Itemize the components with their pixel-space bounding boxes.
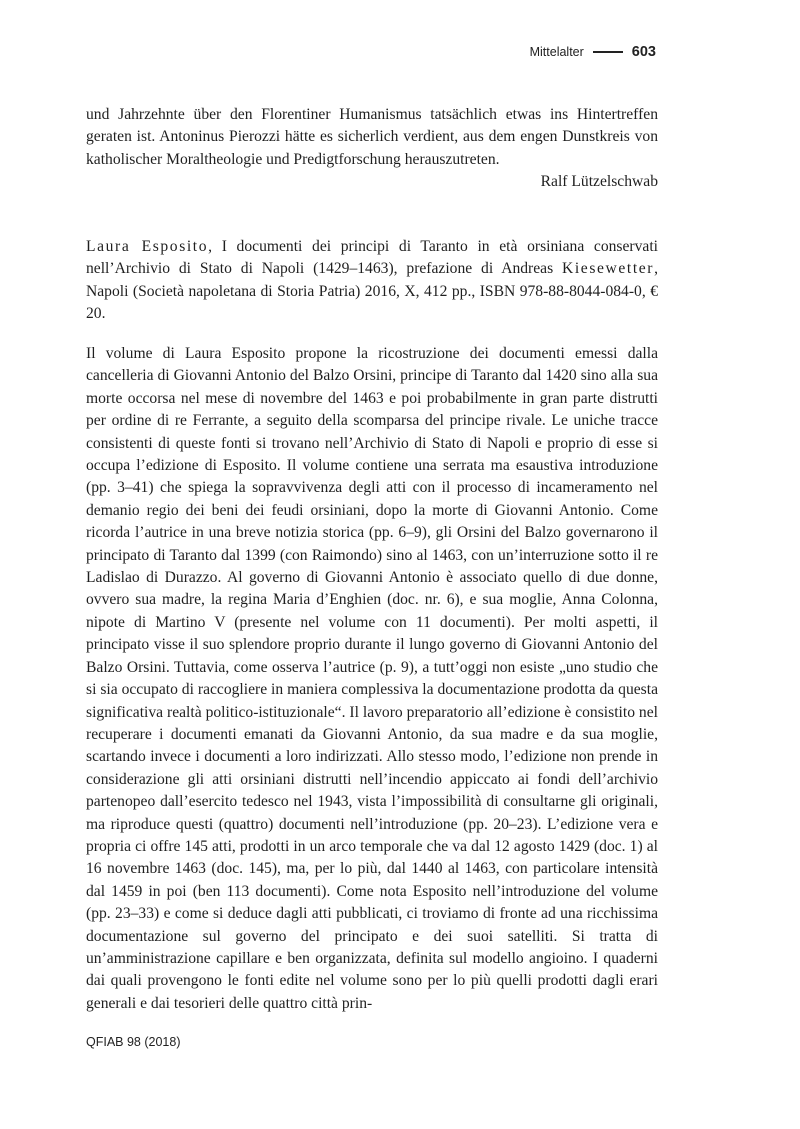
book-editor: Kiesewetter xyxy=(562,260,655,278)
previous-review-ending xyxy=(86,104,658,194)
reviewer-signature: Ralf Lützelschwab xyxy=(540,173,658,191)
header-rule xyxy=(593,51,623,53)
page-number: 603 xyxy=(631,44,656,60)
book-citation xyxy=(86,236,658,326)
journal-footer: QFIAB 98 (2018) xyxy=(86,1035,181,1049)
book-author: Laura Esposito xyxy=(86,238,209,255)
previous-review-text: und Jahrzehnte über den Florentiner Humanismus tatsächlich etwas ins Hintertreffen geraten ist. Antoninus Pierozzi hätte es sicherlich verdient, aus dem engen Dunstkreis von katholischer Moraltheologie und Predigtforschung herauszutreten. xyxy=(86,106,658,168)
book-title: , I documenti dei principi di Taranto in età orsiniana conservati nell’Archivio di Stato di Napoli (1429–1463), prefazione di Andreas xyxy=(86,238,658,278)
book-details: , Napoli (Società napoletana di Storia Patria) 2016, X, 412 pp., ISBN 978-88-8044-084-0, € 20. xyxy=(86,260,658,323)
review-paragraph: Il volume di Laura Esposito propone la ricostruzione dei documenti emessi dalla cancelleria di Giovanni Antonio del Balzo Orsini, principe di Taranto dal 1420 sino alla sua morte occorsa nel mese di novembre del 1463 e poi probabilmente in gran parte distrutti per ordine di re Ferrante, a seguito della scomparsa del principe rivale. Le uniche tracce consistenti di queste fonti si trovano nell’Archivio di Stato di Napoli e proprio di esse si occupa l’edizione di Esposito. Il volume contiene una serrata ma esaustiva introduzione (pp. 3–41) che spiega la sopravvivenza degli atti con il processo di incameramento nel demanio regio dei beni dei feudi orsiniani, dopo la morte di Giovanni Antonio. Come ricorda l’autrice in una breve notizia storica (pp. 6–9), gli Orsini del Balzo governarono il principato di Taranto dal 1399 (con Raimondo) sino al 1463, con un’interruzione sotto il re Ladislao di Durazzo. Al governo di Giovanni Antonio è associato quello di due donne, ovvero sua madre, la regina Maria d’Enghien (doc. nr. 6), e sua moglie, Anna Colonna, nipote di Martino V (presente nel volume con 11 documenti). Per molti aspetti, il principato visse il suo splendore proprio durante il lungo governo di Giovanni Antonio del Balzo Orsini. Tuttavia, come osserva l’autrice (p. 9), a tutt’oggi non esiste „uno studio che si sia occupato di raccogliere in maniera complessiva la documentazione prodotta da questa significativa realtà politico-istituzionale“. Il lavoro preparatorio all’edizione è consistito nel recuperare i documenti emanati da Giovanni Antonio, da sua madre e da sua moglie, scartando invece i documenti a loro indirizzati. Allo stesso modo, l’edizione non prende in considerazione gli atti orsiniani distrutti nell’incendio appiccato ai fondi dell’archivio partenopeo dall’esercito tedesco nel 1943, vista l’impossibilità di consultarne gli originali, ma riproduce questi (quattro) documenti nell’introduzione (pp. 20–23). L’edizione vera e propria ci offre 145 atti, prodotti in un arco temporale che va dal 12 agosto 1429 (doc. 1) al 16 novembre 1463 (doc. 145), ma, per lo più, dal 1440 al 1463, con particolare intensità dal 1459 in poi (ben 113 documenti). Come nota Esposito nell’introduzione del volume (pp. 23–33) e come si deduce dagli atti pubblicati, ci troviamo di fronte ad una ricchissima documentazione sul governo del principato e dei suoi satelliti. Si tratta di un’amministrazione capillare e ben organizzata, definita sul modello angioino. I quaderni dai quali provengono le fonti edite nel volume sono per lo più quelli prodotti dagli erari generali e dai tesorieri delle quattro città prin- xyxy=(86,345,658,1012)
running-head xyxy=(530,44,656,60)
review-body xyxy=(86,343,658,1015)
section-title: Mittelalter xyxy=(529,45,584,59)
citation-line xyxy=(86,236,658,326)
